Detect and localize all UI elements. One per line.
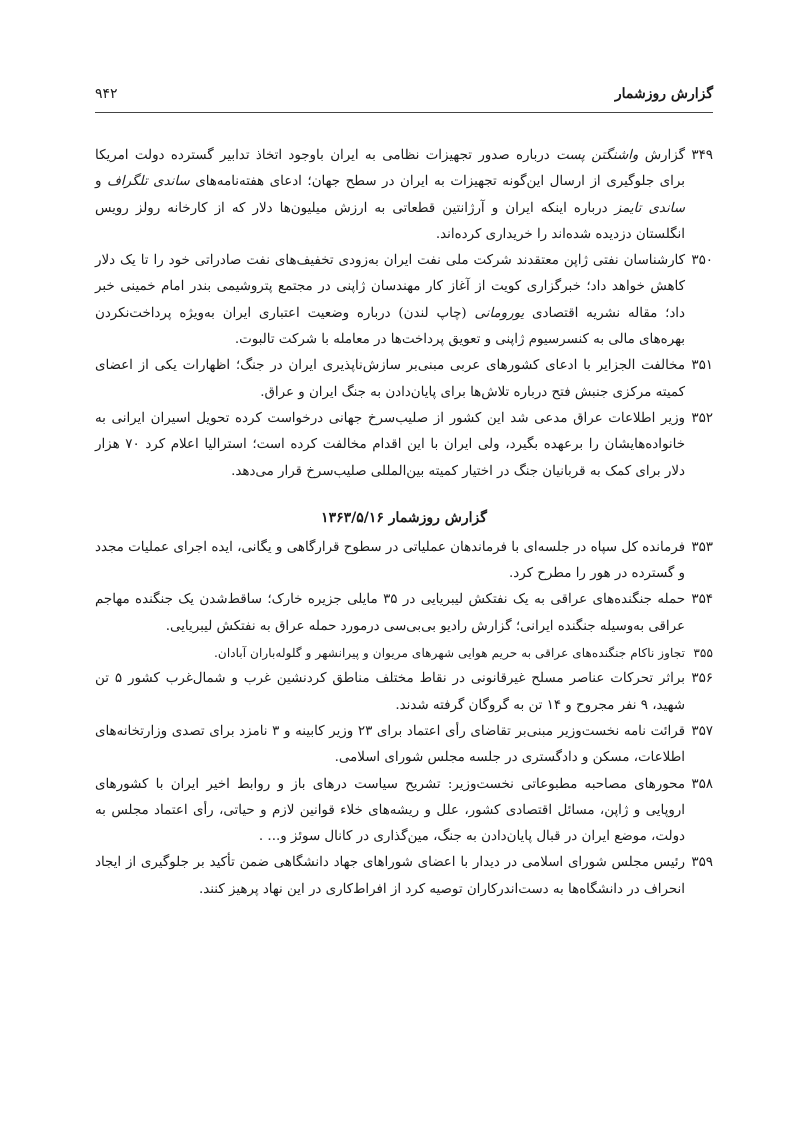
list-item [95,772,713,851]
item-text: درباره اینکه ایران و آرژانتین قطعاتی به ارزش میلیون‌ها دلار که از کارخانه رولز رویس انگلستان دزدیده شده‌اند را خریداری کرده‌اند. [95,200,685,242]
publication-name: یورومانی [474,305,525,321]
item-number: ۳۵۰ [691,253,713,269]
item-number: ۳۵۴ [691,592,713,608]
item-text: قرائت نامه نخست‌وزیر مبنی‌بر تقاضای رأی اعتماد برای ۲۳ وزیر کابینه و ۳ نامزد برای تصدی وزارتخانه‌های اطلاعات، مسکن و دادگستری در جلسه مجلس شورای اسلامی. [95,723,685,766]
item-number: ۳۵۵ [693,646,713,661]
list-item [95,850,713,903]
list-item [95,719,713,772]
item-text: تجاوز ناکام جنگنده‌های عراقی به حریم هوایی شهرهای مریوان و پیرانشهر و گلوله‌باران آبادان. [214,646,685,661]
item-text: وزیر اطلاعات عراق مدعی شد این کشور از صلیب‌سرخ جهانی درخواست کرده تحویل اسیران ایرانی به خانواده‌هایشان را برعهده بگیرد، ولی ایران با این اقدام مخالفت کرده است؛ استرالیا اعلام کرد ۷۰ هزار دلار برای کمک به قربانیان جنگ در اختیار کمیته بین‌المللی صلیب‌سرخ قرار می‌دهد. [95,410,685,479]
page-header [95,86,713,113]
list-item [95,666,713,719]
publication-name: ساندی تلگراف [107,174,190,190]
item-text: مخالفت الجزایر با ادعای کشورهای عربی مبنی‌بر سازش‌ناپذیری ایران در جنگ؛ اظهارات یکی از اعضای کمیته مرکزی جنبش فتح درباره تلاش‌ها برای پایان‌دادن به جنگ ایران و عراق. [95,358,685,400]
item-text: (چاپ لندن) درباره وضعیت اعتباری ایران به‌ویژه پرداخت‌نکردن بهره‌های مالی به کنسرسیوم ژاپنی و تعویق پرداخت‌ها در معامله با شرکت تالبوت. [95,305,685,348]
list-item [95,535,713,588]
list-item [95,587,713,640]
list-item [95,143,713,248]
item-text: فرمانده کل سپاه در جلسه‌ای با فرماندهان عملیاتی در سطوح قرارگاهی و یگانی، ایده اجرای عملیات مجدد و گسترده در هور را مطرح کرد. [95,539,685,582]
item-number: ۳۵۹ [691,855,713,871]
item-text: کارشناسان نفتی ژاپن معتقدند شرکت ملی نفت ایران به‌زودی تخفیف‌های نفت صادراتی خود را تا یک دلار کاهش خواهد داد؛ خبرگزاری کویت از آغاز کار مهندسان ژاپنی در مجتمع پتروشیمی بندر امام خمینی خبر داد؛ مقاله نشریه اقتصادی [95,253,685,321]
list-item [95,406,713,485]
list-item [95,248,713,353]
item-number: ۳۵۶ [691,671,713,687]
item-number: ۳۵۱ [691,358,713,374]
item-text: حمله جنگنده‌های عراقی به یک نفتکش لیبریایی در ۳۵ مایلی جزیره خارک؛ ساقط‌شدن یک جنگنده مهاجم عراقی به‌وسیله جنگنده ایرانی؛ گزارش رادیو بی‌بی‌سی درمورد حمله عراق به نفتکش لیبریایی. [95,592,685,634]
page-body [95,143,713,903]
running-title: گزارش روزشمار [614,86,713,102]
item-text: و [95,174,108,190]
list-item [95,353,713,406]
list-item [95,640,713,666]
publication-name: ساندی تایمز [614,200,685,216]
publication-name: واشنگتن پست [556,148,639,163]
item-text: درباره صدور تجهیزات نظامی به ایران باوجود اتخاذ تدابیر گسترده دولت امریکا برای جلوگیری از ارسال این‌گونه تجهیزات به ایران در سطح جهان؛ ادعای هفته‌نامه‌های [95,148,685,190]
item-number: ۳۵۸ [691,776,713,792]
item-text: گزارش [638,148,686,163]
item-number: ۳۵۷ [691,723,713,739]
item-text: محورهای مصاحبه مطبوعاتی نخست‌وزیر: تشریح سیاست درهای باز و روابط اخیر ایران با کشورهای اروپایی و ژاپن، مسائل اقتصادی کشور، علل و ریشه‌های خلاء قوانین لازم و حیاتی، رأی اعتماد مجلس به دولت، موضع ایران در قبال پایان‌دادن به جنگ، مین‌گذاری در کانال سوئز و... . [95,776,685,845]
section-title: گزارش روزشمار ۱۳۶۳/۵/۱۶ [321,509,487,526]
item-text: رئیس مجلس شورای اسلامی در دیدار با اعضای شوراهای جهاد دانشگاهی ضمن تأکید بر جلوگیری از ایجاد انحراف در دانشگاه‌ها به دست‌اندرکاران توصیه کرد از افراط‌کاری در این نهاد پرهیز کنند. [95,855,685,897]
items-group-2 [95,535,713,903]
item-number: ۳۵۲ [691,410,713,426]
items-group-1 [95,143,713,485]
item-number: ۳۴۹ [691,148,713,163]
item-number: ۳۵۳ [691,539,713,555]
item-text: براثر تحرکات عناصر مسلح غیرقانونی در نقاط مختلف مناطق کردنشین غرب و شمال‌غرب کشور ۵ تن شهید، ۹ نفر مجروح و ۱۴ تن به گروگان گرفته شدند. [95,671,685,713]
page-number: ۹۴۲ [95,86,118,102]
